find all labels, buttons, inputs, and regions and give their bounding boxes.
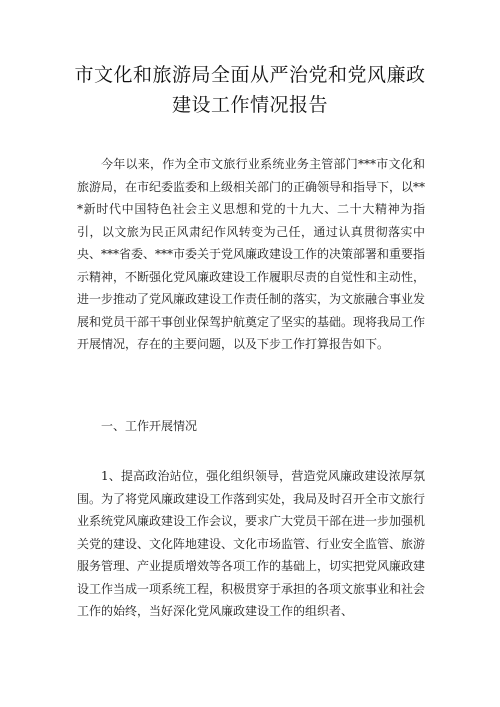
intro-paragraph: 今年以来，作为全市文旅行业系统业务主管部门***市文化和旅游局，在市纪委监委和上级相关部门的正确领导和指导下，以***新时代中国特色社会主义思想和党的十九大、二十大精神为指引，以文旅为民正风肃纪作风转变为己任，通过认真贯彻落实中央、***省委、***市委关于党风廉政建设工作的决策部署和重要指示精神，不断强化党风廉政建设工作履职尽责的自觉性和主动性，进一步推动了党风廉政建设工作责任制的落实，为文旅融合事业发展和党员干部干事创业保驾护航奠定了坚实的基础。现将我局工作开展情况，存在的主要问题，以及下步工作打算报告如下。: [77, 157, 426, 351]
document-title-line-1: 市文化和旅游局全面从严治党和党风廉政: [74, 64, 426, 86]
section-heading: 一、工作开展情况: [101, 419, 198, 433]
document-title-line-2: 建设工作情况报告: [171, 94, 328, 116]
paragraph-1: 1、提高政治站位，强化组织领导，营造党风廉政建设浓厚氛围。为了将党风廉政建设工作落到实处，我局及时召开全市文旅行业系统党风廉政建设工作会议，要求广大党员干部在进一步加强机关党的建设、文化阵地建设、文化市场监管、行业安全监管、旅游服务管理、产业提质增效等各项工作的基础上，切实把党风廉政建设工作当成一项系统工程，积极贯穿于承担的各项文旅事业和社会工作的始终，当好深化党风廉政建设工作的组织者、: [77, 469, 426, 618]
